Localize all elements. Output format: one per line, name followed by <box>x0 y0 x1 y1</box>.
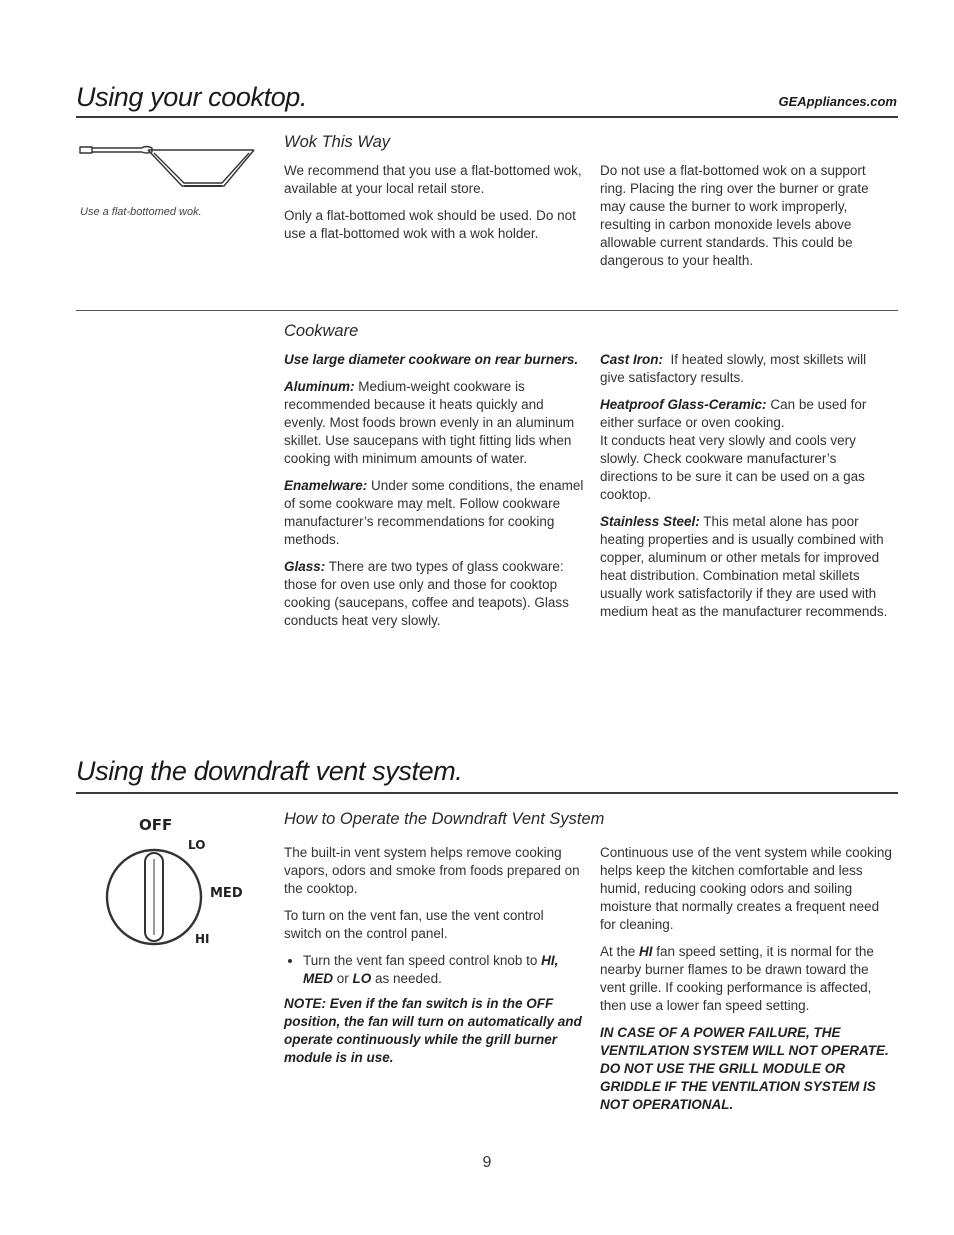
wok-illustration <box>78 138 256 190</box>
vent-instructions-list <box>284 952 584 988</box>
term-enamelware: Enamelware: <box>284 478 368 493</box>
heading-vent: How to Operate the Downdraft Vent System <box>284 810 605 828</box>
fan-knob-illustration <box>104 815 254 950</box>
knob-label-lo: LO <box>188 838 206 852</box>
knob-dial-icon <box>104 845 208 949</box>
cookware-left-column <box>284 351 584 639</box>
vent-paragraph-hi <box>600 943 894 1015</box>
vent-paragraph: The built-in vent system helps remove cooking vapors, odors and smoke from foods prepared on the cooktop. <box>284 845 580 896</box>
vent-left-column <box>284 844 584 1076</box>
cookware-intro: Use large diameter cookware on rear burners. <box>284 352 579 367</box>
cookware-glass <box>284 558 584 630</box>
p4-pre: At the <box>600 944 640 959</box>
website-url: GEAppliances.com <box>778 94 897 109</box>
cookware-glass-ceramic <box>600 396 894 504</box>
term-stainless: Stainless Steel: <box>600 514 700 529</box>
bullet-post: as needed. <box>371 971 442 986</box>
page-number: 9 <box>482 1154 492 1171</box>
bullet-speeds: HI, MED <box>303 953 559 986</box>
wok-warning-paragraph: Do not use a flat-bottomed wok on a support ring. Placing the ring over the burner or grate may cause the burner to work improperly, resulting in carbon monoxide levels above allowable current standards. This could be dangerous to your health. <box>600 163 869 268</box>
section-divider <box>76 310 898 311</box>
term-cast-iron: Cast Iron: <box>600 352 664 367</box>
section-rule <box>76 792 898 794</box>
bullet-text: Turn the vent fan speed control knob to <box>303 953 542 968</box>
vent-right-column <box>600 844 894 1123</box>
wok-right-column <box>600 162 892 279</box>
text-stainless: This metal alone has poor heating properties and is usually combined with copper, aluminum or other metals for improved heat distribution. Combination metal skillets usually work satisfactorily if they are used with medium heat as the manufacturer recommends. <box>600 514 888 619</box>
text-cast-iron: If heated slowly, most skillets will give satisfactory results. <box>600 352 870 385</box>
cookware-cast-iron <box>600 351 894 387</box>
vent-paragraph: To turn on the vent fan, use the vent control switch on the control panel. <box>284 908 544 941</box>
p4-hi: HI <box>639 944 653 959</box>
bullet-or: or <box>333 971 353 986</box>
cookware-stainless <box>600 513 894 621</box>
term-glass: Glass: <box>284 559 326 574</box>
vent-paragraph: Continuous use of the vent system while cooking helps keep the kitchen comfortable and less humid, reducing cooking odors and soiling moisture that normally creates a frequent need for cleaning. <box>600 845 892 932</box>
vent-warning: IN CASE OF A POWER FAILURE, THE VENTILATION SYSTEM WILL NOT OPERATE. DO NOT USE THE GRILL MODULE OR GRIDDLE IF THE VENTILATION SYSTEM IS NOT OPERATIONAL. <box>600 1025 889 1112</box>
knob-label-hi: HI <box>195 932 210 946</box>
text-glass-ceramic: Can be used for either surface or oven cooking. <box>600 397 867 430</box>
wok-paragraph: Only a flat-bottomed wok should be used. Do not use a flat-bottomed wok with a wok holder. <box>284 208 576 241</box>
page-title-cooktop: Using your cooktop. <box>76 82 308 112</box>
text-enamelware: Under some conditions, the enamel of some cookware may melt. Follow cookware manufacturer’s recommendations for cooking methods. <box>284 478 584 547</box>
bullet-lo: LO <box>352 971 372 986</box>
wok-caption: Use a flat-bottomed wok. <box>80 206 202 218</box>
cookware-right-column <box>600 351 894 630</box>
term-glass-ceramic: Heatproof Glass-Ceramic: <box>600 397 767 412</box>
knob-label-med: MED <box>210 886 243 901</box>
heading-cookware: Cookware <box>284 322 359 340</box>
section-rule <box>76 116 898 118</box>
term-aluminum: Aluminum: <box>284 379 355 394</box>
vent-note: NOTE: Even if the fan switch is in the OFF position, the fan will turn on automatically and operate continuously while the grill burner module is in use. <box>284 996 582 1065</box>
text-glass-ceramic-2: It conducts heat very slowly and cools very slowly. Check cookware manufacturer’s directions to be sure it can be used on a gas cooktop. <box>600 433 865 502</box>
p4-post: fan speed setting, it is normal for the nearby burner flames to be drawn toward the vent grille. If cooking performance is affected, then use a lower fan speed setting. <box>600 944 874 1013</box>
page-title-downdraft: Using the downdraft vent system. <box>76 756 463 786</box>
knob-label-off: OFF <box>139 816 173 834</box>
cookware-aluminum <box>284 378 584 468</box>
text-glass: There are two types of glass cookware: those for oven use only and those for cooktop cooking (saucepans, coffee and teapots). Glass conducts heat very slowly. <box>284 559 569 628</box>
cookware-enamelware <box>284 477 584 549</box>
heading-wok: Wok This Way <box>284 133 391 151</box>
wok-paragraph: We recommend that you use a flat-bottomed wok, available at your local retail store. <box>284 163 582 196</box>
text-aluminum: Medium-weight cookware is recommended because it heats quickly and evenly. Most foods brown evenly in an aluminum skillet. Use saucepans with tight fitting lids when cooking with minimum amounts of water. <box>284 379 575 466</box>
wok-left-column <box>284 162 584 252</box>
list-item <box>303 952 584 988</box>
